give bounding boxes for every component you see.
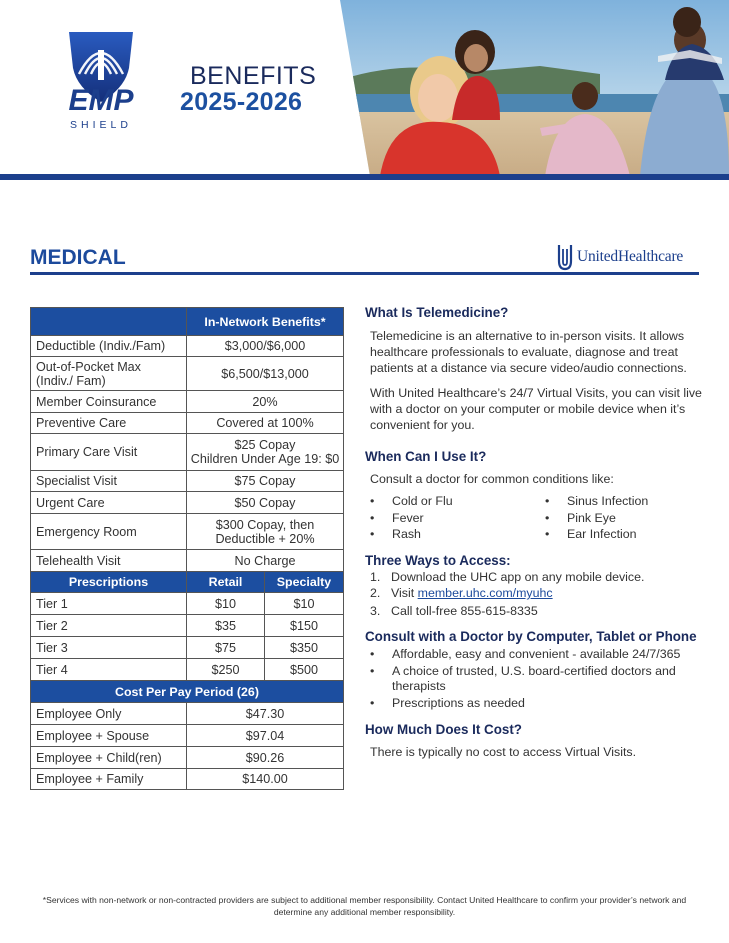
- row-value: [187, 434, 344, 471]
- row-value-line: Children Under Age 19: $0: [190, 452, 340, 466]
- cost-heading: How Much Does It Cost?: [365, 722, 522, 737]
- row-value: Covered at 100%: [187, 413, 344, 434]
- table-header-blank: [31, 308, 187, 336]
- table-row: [31, 769, 344, 790]
- list-item: • Cold or Flu: [370, 494, 453, 508]
- list-item: • Rash: [370, 527, 421, 541]
- table-row: [31, 471, 344, 492]
- row-value: $6,500/$13,000: [187, 357, 344, 391]
- list-item: • Affordable, easy and convenient - available 24/7/365: [370, 647, 681, 661]
- table-row: [31, 747, 344, 769]
- table-row: [31, 593, 344, 615]
- list-item: • Fever: [370, 510, 424, 525]
- cost-text: There is typically no cost to access Virtual Visits.: [370, 745, 637, 759]
- cost-per-pay-period-header: Cost Per Pay Period (26): [31, 681, 344, 703]
- uhc-u-icon: [556, 243, 574, 271]
- row-label: Specialist Visit: [31, 471, 187, 492]
- row-value: 20%: [187, 391, 344, 413]
- rx-values: [187, 637, 344, 659]
- table-row: [31, 637, 344, 659]
- table-row: [31, 514, 344, 550]
- row-value: $75 Copay: [187, 471, 344, 492]
- row-value: $90.26: [187, 747, 344, 769]
- table-row: [31, 615, 344, 637]
- row-value-line: $300 Copay, then: [215, 517, 315, 532]
- table-row: [31, 725, 344, 747]
- when-intro: Consult a doctor for common conditions like:: [370, 472, 614, 486]
- table-row: [31, 550, 344, 572]
- row-value: $97.04: [187, 725, 344, 747]
- telemedicine-heading: What Is Telemedicine?: [365, 305, 509, 320]
- carrier-name: UnitedHealthcare: [577, 248, 684, 265]
- access-step: 3. Call toll-free 855-615-8335: [370, 603, 538, 618]
- table-row: [31, 659, 344, 681]
- conditions-list: [365, 493, 705, 543]
- row-value: $47.30: [187, 703, 344, 725]
- table-row: [31, 434, 344, 471]
- list-item: • A choice of trusted, U.S. board-certified doctors and therapists: [370, 663, 676, 693]
- row-label: Employee Only: [31, 703, 187, 725]
- row-value: $140.00: [187, 769, 344, 790]
- in-network-header: In-Network Benefits*: [187, 308, 344, 336]
- retail-value: $250: [187, 659, 265, 680]
- header-year: 2025-2026: [180, 88, 303, 116]
- when-heading: When Can I Use It?: [365, 449, 487, 464]
- table-row: [31, 336, 344, 357]
- specialty-value: $150: [289, 618, 319, 633]
- row-label: Tier 3: [31, 637, 187, 659]
- rx-subheader-cell: [187, 572, 344, 593]
- list-item: • Pink Eye: [545, 510, 616, 525]
- table-row: [31, 357, 344, 391]
- row-value: $50 Copay: [187, 492, 344, 514]
- specialty-value: $350: [289, 640, 319, 655]
- consult-heading: Consult with a Doctor by Computer, Tablet or Phone: [365, 629, 697, 644]
- family-beach-photo: [340, 0, 729, 176]
- row-label: Deductible (Indiv./Fam): [31, 336, 187, 357]
- list-item: • Ear Infection: [545, 527, 637, 541]
- table-row: [31, 492, 344, 514]
- footer-note: *Services with non-network or non-contracted providers are subject to additional member responsibility. Contact United Healthcare to confirm your provider’s network and determine any additional member responsibility.: [42, 895, 687, 917]
- retail-value: $10: [187, 593, 265, 614]
- specialty-header: Specialty: [276, 575, 332, 589]
- row-label: Member Coinsurance: [31, 391, 187, 413]
- carrier-logo: [556, 242, 683, 272]
- row-value-line: Deductible + 20%: [215, 531, 315, 546]
- row-label: Telehealth Visit: [31, 550, 187, 572]
- list-item: • Prescriptions as needed: [370, 695, 525, 710]
- specialty-value: $10: [293, 596, 315, 611]
- row-value: [187, 514, 344, 550]
- telemedicine-para-1: Telemedicine is an alternative to in-person visits. It allows healthcare professionals to evaluate, diagnose and treat patients at a distance via secure video/audio connections.: [370, 329, 687, 375]
- list-item: • Sinus Infection: [545, 494, 649, 508]
- section-divider: [30, 272, 699, 275]
- rx-values: [187, 615, 344, 637]
- logo-brand-text: EMP: [68, 84, 134, 117]
- header-divider: [0, 174, 729, 180]
- row-label: Employee + Family: [31, 769, 187, 790]
- row-label: Employee + Child(ren): [31, 747, 187, 769]
- uhc-member-link[interactable]: member.uhc.com/myuhc: [417, 586, 553, 600]
- row-label: Out-of-Pocket Max (Indiv./ Fam): [31, 357, 187, 391]
- rx-values: [187, 593, 344, 615]
- rx-values: [187, 659, 344, 681]
- access-step: 2. Visit member.uhc.com/myuhc: [370, 586, 553, 600]
- row-value-line: $25 Copay: [234, 438, 296, 452]
- header-title: BENEFITS: [190, 62, 317, 90]
- row-label: Urgent Care: [31, 492, 187, 514]
- row-label: Preventive Care: [31, 413, 187, 434]
- emp-shield-logo: [45, 28, 157, 132]
- section-title: MEDICAL: [30, 246, 126, 269]
- prescriptions-header-row: [31, 572, 344, 593]
- row-value: No Charge: [187, 550, 344, 572]
- cost-header-row: [31, 681, 344, 703]
- retail-value: $75: [187, 637, 265, 658]
- row-label: Tier 2: [31, 615, 187, 637]
- row-label: Tier 4: [31, 659, 187, 681]
- row-label: Emergency Room: [31, 514, 187, 550]
- telemedicine-column: [365, 305, 705, 760]
- row-label: Primary Care Visit: [31, 434, 187, 471]
- row-label: Tier 1: [31, 593, 187, 615]
- table-header-row: [31, 308, 344, 336]
- retail-header: Retail: [187, 572, 265, 592]
- table-row: [31, 703, 344, 725]
- row-value: $3,000/$6,000: [187, 336, 344, 357]
- benefits-table: [30, 307, 344, 790]
- access-heading: Three Ways to Access:: [365, 552, 511, 568]
- table-row: [31, 413, 344, 434]
- row-label: Employee + Spouse: [31, 725, 187, 747]
- access-step: 1. Download the UHC app on any mobile device.: [370, 569, 645, 584]
- prescriptions-header: Prescriptions: [31, 572, 187, 593]
- logo-sub-text: SHIELD: [70, 119, 132, 131]
- table-row: [31, 391, 344, 413]
- retail-value: $35: [187, 615, 265, 636]
- specialty-value: $500: [289, 662, 319, 677]
- consult-list: [365, 647, 705, 711]
- page-header: [0, 0, 729, 180]
- telemedicine-para-2: With United Healthcare’s 24/7 Virtual Visits, you can visit live with a doctor on your computer or mobile device when it’s convenient for you.: [370, 386, 702, 432]
